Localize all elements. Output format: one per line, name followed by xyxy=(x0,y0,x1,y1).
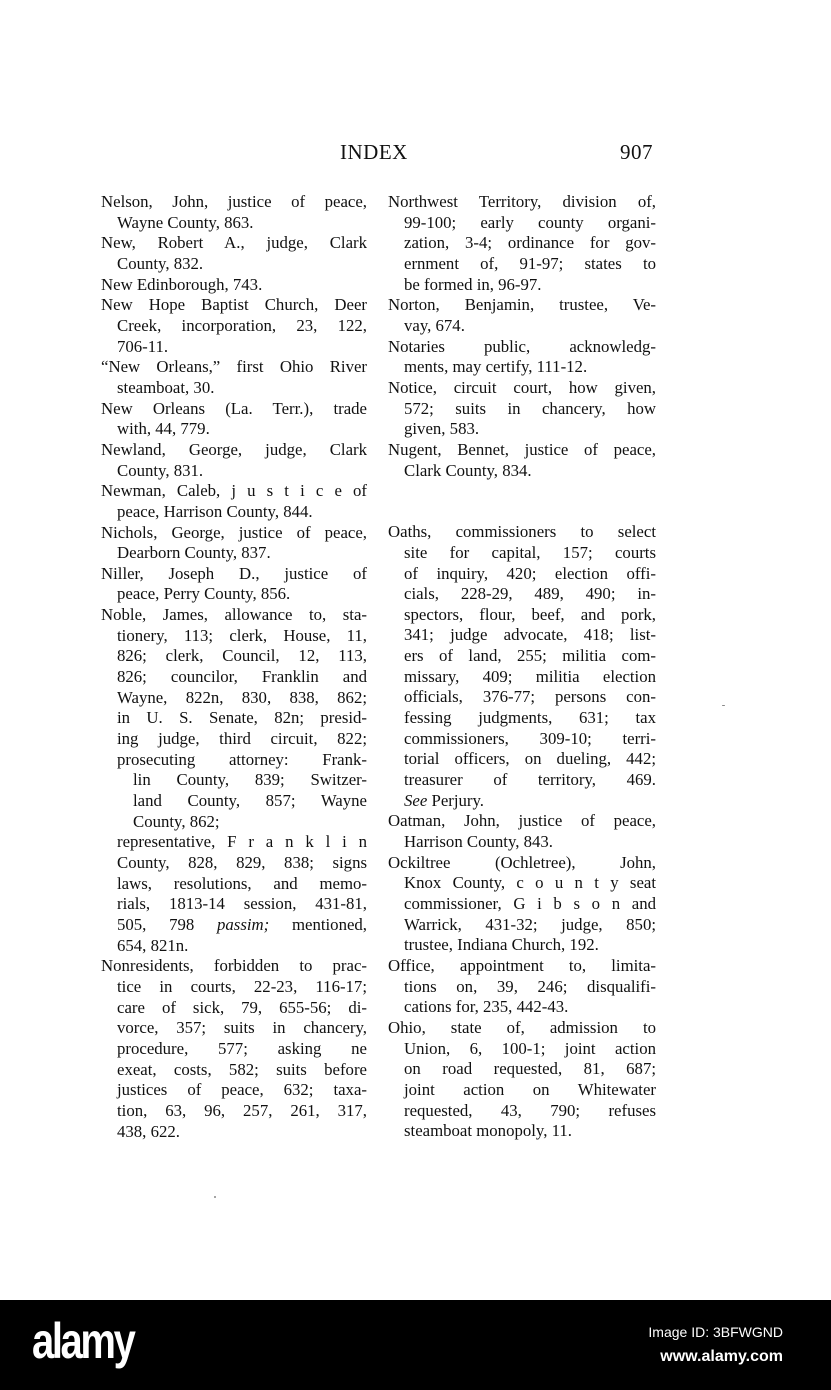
index-line: 654, 821n. xyxy=(117,935,189,955)
index-line: missary, 409; militia election xyxy=(404,666,656,686)
index-line: Nelson, John, justice of peace, xyxy=(101,192,367,211)
index-line: tionery, 113; clerk, House, 11, xyxy=(117,625,367,645)
index-line: on road requested, 81, 687; xyxy=(404,1059,656,1079)
index-line: Office, appointment to, limita- xyxy=(388,955,656,975)
index-line: joint action on Whitewater xyxy=(404,1079,656,1099)
index-line xyxy=(101,915,367,936)
index-line: 706-11. xyxy=(117,336,169,356)
index-line: care of sick, 79, 655-56; di- xyxy=(117,997,367,1017)
watermark-banner xyxy=(0,1300,831,1390)
watermark-logo: alamy xyxy=(32,1313,134,1369)
index-line: officials, 376-77; persons con- xyxy=(404,687,656,707)
index-line: Noble, James, allowance to, sta- xyxy=(101,605,367,625)
index-entry xyxy=(388,522,656,811)
index-line: trustee, Indiana Church, 192. xyxy=(404,935,599,955)
index-line: cations for, 235, 442-43. xyxy=(404,997,569,1017)
index-entry xyxy=(388,956,656,1018)
index-line: peace, Perry County, 856. xyxy=(117,584,291,604)
index-entry xyxy=(101,399,367,440)
index-line: Dearborn County, 837. xyxy=(117,543,271,563)
index-entry xyxy=(388,811,656,852)
index-line: “New Orleans,” first Ohio River xyxy=(101,357,367,377)
index-column-left xyxy=(101,192,367,1142)
index-line: Union, 6, 100-1; joint action xyxy=(404,1038,656,1058)
index-line: cials, 228-29, 489, 490; in- xyxy=(404,584,656,604)
index-entry xyxy=(388,440,656,481)
index-line: 826; councilor, Franklin and xyxy=(117,667,367,687)
index-line: exeat, costs, 582; suits before xyxy=(117,1059,367,1079)
index-entry xyxy=(101,357,367,398)
index-column-right xyxy=(388,192,656,1142)
index-entry xyxy=(388,295,656,336)
index-line: vorce, 357; suits in chancery, xyxy=(117,1018,367,1038)
index-line: torial officers, on dueling, 442; xyxy=(404,749,656,769)
index-line: laws, resolutions, and memo- xyxy=(117,873,367,893)
index-line: Ohio, state of, admission to xyxy=(388,1017,656,1037)
index-line: Wayne County, 863. xyxy=(117,212,254,232)
italic-text: passim; xyxy=(217,914,270,934)
index-line: 572; suits in chancery, how xyxy=(404,398,656,418)
index-line: County, 862; xyxy=(133,811,220,831)
index-line: Warrick, 431-32; judge, 850; xyxy=(404,914,656,934)
index-line: with, 44, 779. xyxy=(117,419,210,439)
line-text: 505, 798 xyxy=(117,914,218,934)
index-line: vay, 674. xyxy=(404,315,465,335)
index-entry xyxy=(101,523,367,564)
index-line: Harrison County, 843. xyxy=(404,832,553,852)
index-entry xyxy=(388,853,656,956)
index-line: Norton, Benjamin, trustee, Ve- xyxy=(388,295,656,315)
index-entry xyxy=(101,192,367,233)
watermark-image-id: Image ID: 3BFWGND xyxy=(648,1324,783,1340)
index-entry xyxy=(101,233,367,274)
index-line: commissioners, 309-10; terri- xyxy=(404,728,656,748)
index-line: of inquiry, 420; election offi- xyxy=(404,563,656,583)
index-line: ing judge, third circuit, 822; xyxy=(117,729,367,749)
index-line: tice in courts, 22-23, 116-17; xyxy=(117,976,367,996)
scan-speck xyxy=(722,705,725,706)
index-entry xyxy=(101,605,367,956)
index-line: steamboat, 30. xyxy=(117,377,215,397)
index-line: prosecuting attorney: Frank- xyxy=(117,749,367,769)
index-line: treasurer of territory, 469. xyxy=(404,770,656,790)
index-line: 826; clerk, Council, 12, 113, xyxy=(117,646,367,666)
italic-text: See xyxy=(404,790,428,810)
index-line: tion, 63, 96, 257, 261, 317, xyxy=(117,1100,367,1120)
index-line: commissioner, G i b s o n and xyxy=(404,894,656,913)
index-line: lin County, 839; Switzer- xyxy=(133,770,367,790)
index-line: Oaths, commissioners to select xyxy=(388,522,656,542)
index-entry xyxy=(101,564,367,605)
index-line: Nugent, Bennet, justice of peace, xyxy=(388,439,656,459)
index-line: land County, 857; Wayne xyxy=(133,791,367,811)
index-line: Newman, Caleb, j u s t i c e of xyxy=(101,481,367,501)
index-line: Oatman, John, justice of peace, xyxy=(388,811,656,831)
index-line: 438, 622. xyxy=(117,1121,180,1141)
index-line: representative, F r a n k l i n xyxy=(117,832,367,852)
index-line: Nichols, George, justice of peace, xyxy=(101,522,367,542)
index-line: Wayne, 822n, 830, 838, 862; xyxy=(117,687,367,707)
index-line: New Orleans (La. Terr.), trade xyxy=(101,398,367,418)
index-line: procedure, 577; asking ne xyxy=(117,1038,367,1058)
index-line: be formed in, 96-97. xyxy=(404,274,542,294)
index-entry xyxy=(101,440,367,481)
index-line: Northwest Territory, division of, xyxy=(388,192,656,211)
index-line: Ockiltree (Ochletree), John, xyxy=(388,852,656,872)
watermark-url: www.alamy.com xyxy=(660,1348,783,1365)
scan-speck xyxy=(214,1196,216,1198)
index-line: rials, 1813-14 session, 431-81, xyxy=(117,894,367,914)
index-line: ments, may certify, 111-12. xyxy=(404,357,588,377)
index-line xyxy=(388,791,656,812)
index-line: New, Robert A., judge, Clark xyxy=(101,233,367,253)
index-line: ernment of, 91-97; states to xyxy=(404,253,656,273)
index-line: Notaries public, acknowledg- xyxy=(388,336,656,356)
page-heading: INDEX xyxy=(340,140,408,164)
index-line: County, 832. xyxy=(117,253,204,273)
index-line: County, 828, 829, 838; signs xyxy=(117,853,367,872)
index-line: steamboat monopoly, 11. xyxy=(404,1121,572,1141)
index-entry xyxy=(388,378,656,440)
index-entry xyxy=(388,192,656,295)
index-line: Creek, incorporation, 23, 122, xyxy=(117,315,367,335)
index-line: New Hope Baptist Church, Deer xyxy=(101,295,367,315)
index-line: ers of land, 255; militia com- xyxy=(404,646,656,666)
index-line: County, 831. xyxy=(117,460,204,480)
index-line: Niller, Joseph D., justice of xyxy=(101,563,367,583)
index-entry xyxy=(388,1018,656,1142)
index-line: given, 583. xyxy=(404,419,480,439)
index-line: Nonresidents, forbidden to prac- xyxy=(101,956,367,976)
index-line: tions on, 39, 246; disqualifi- xyxy=(404,976,656,996)
index-line: fessing judgments, 631; tax xyxy=(404,708,656,728)
index-entry xyxy=(388,337,656,378)
index-line: New Edinborough, 743. xyxy=(101,274,263,294)
index-line: Clark County, 834. xyxy=(404,460,532,480)
index-entry xyxy=(101,295,367,357)
index-line: Knox County, c o u n t y seat xyxy=(404,873,656,893)
page-number: 907 xyxy=(620,140,653,164)
index-line: requested, 43, 790; refuses xyxy=(404,1100,656,1120)
index-line: justices of peace, 632; taxa- xyxy=(117,1080,367,1100)
index-line: 341; judge advocate, 418; list- xyxy=(404,625,656,645)
index-line: peace, Harrison County, 844. xyxy=(117,501,313,521)
index-line: spectors, flour, beef, and pork, xyxy=(404,604,656,624)
line-text: mentioned, xyxy=(269,914,367,934)
entry-gap xyxy=(388,481,656,522)
index-line: Notice, circuit court, how given, xyxy=(388,377,656,397)
index-line: in U. S. Senate, 82n; presid- xyxy=(117,708,367,728)
index-line: zation, 3-4; ordinance for gov- xyxy=(404,233,656,253)
index-line: site for capital, 157; courts xyxy=(404,542,656,562)
index-entry xyxy=(101,481,367,522)
line-text: Perjury. xyxy=(427,790,484,810)
index-line: 99-100; early county organi- xyxy=(404,212,656,232)
index-line: Newland, George, judge, Clark xyxy=(101,439,367,459)
index-entry xyxy=(101,275,367,296)
index-entry xyxy=(101,956,367,1142)
